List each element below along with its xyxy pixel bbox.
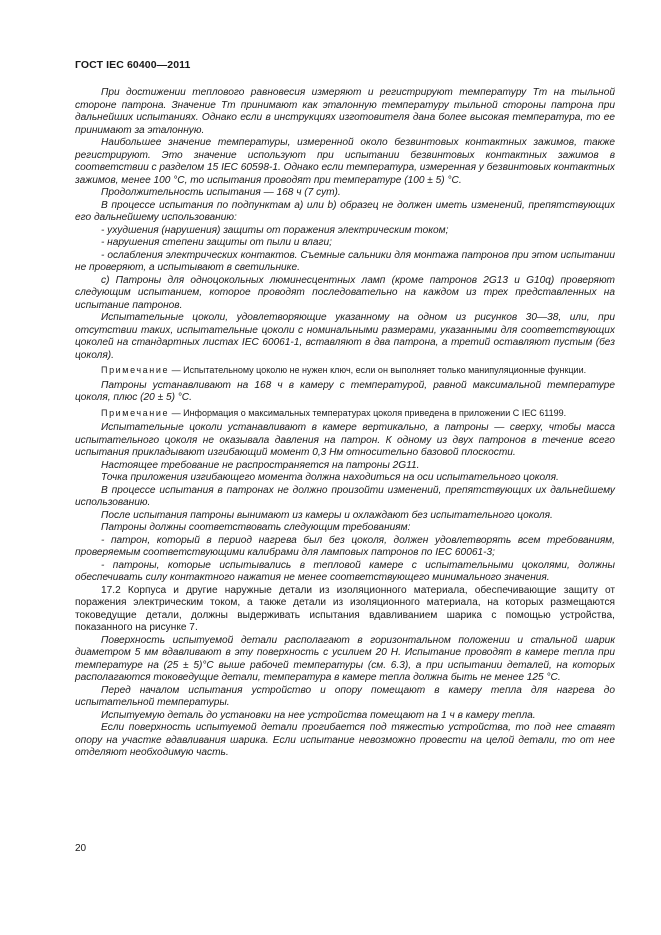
paragraph: Если поверхность испытуемой детали прогибается под тяжестью устройства, то под нее ставят опору на участке вдавливания шарика. Если испытание невозможно провести на целой детали, то от нее отделяют необходимую часть. [75, 722, 615, 758]
list-item: - ухудшения (нарушения) защиты от поражения электрическим током; [101, 224, 449, 236]
note [75, 365, 615, 377]
paragraph: Патроны устанавливают на 168 ч в камеру с температурой, равной максимальной температуре цоколя, плюс (20 ± 5) °C. [75, 379, 615, 403]
note [75, 408, 615, 420]
document-body [75, 87, 615, 760]
paragraph: После испытания патроны вынимают из камеры и охлаждают без испытательного цоколя. [101, 509, 553, 521]
paragraph: При достижении теплового равновесия измеряют и регистрируют температуру Tm на тыльной стороне патрона. Значение Tm принимают как эталонную температуру тыльной стороны патрона при дальнейших испытаниях. Однако если в инструкциях изготовителя дана более высокая температура, то ее принимают за эталонную. [75, 87, 615, 136]
paragraph: Поверхность испытуемой детали располагают в горизонтальном положении и стальной шарик диаметром 5 мм вдавливают в эту поверхность с усилием 20 Н. Испытание проводят в камере тепла при температуре на (25 ± 5)°C выше рабочей температуры (см. 6.3), а при испытании деталей, на которых располагаются токоведущие детали, температура в камере тепла должна быть не менее 125 °C. [75, 634, 615, 683]
note-text: — Информация о максимальных температурах цоколя приведена в приложении C IEC 61199. [169, 407, 567, 418]
paragraph: В процессе испытания в патронах не должно произойти изменений, препятствующих их дальнейшему использованию. [75, 484, 615, 508]
list-item: - нарушения степени защиты от пыли и влаги; [101, 237, 332, 248]
paragraph: Точка приложения изгибающего момента должна находиться на оси испытательного цоколя. [101, 472, 559, 483]
paragraph: 17.2 Корпуса и другие наружные детали из изоляционного материала, обеспечивающие защиту от поражения электрическим током, а также детали из изоляционного материала, на которых размещаются токоведущие детали, должны выдерживать испытания вдавливанием шарика с помощью устройства, показанного на рисунке 7. [75, 584, 615, 633]
list-item: - патрон, который в период нагрева был без цоколя, должен удовлетворять всем требованиям, проверяемым соответствующими калибрами для ламповых патронов по IEC 60061-3; [75, 534, 615, 558]
paragraph: Наибольшее значение температуры, измеренной около безвинтовых контактных зажимов, также регистрируют. Это значение используют при испытании безвинтовых контактных зажимов в соответствии с разделом 15 IEC 60598-1. Однако если температура, измеренная у безвинтовых контактных зажимов, менее 100 °C, то испытания проводят при температуре (100 ± 5) °C. [75, 137, 615, 186]
paragraph: Испытательные цоколи устанавливают в камере вертикально, а патроны — сверху, чтобы масса испытательного цоколя не оказывала давления на патрон. К одному из двух патронов в течение всего испытания прикладывают изгибающий момент 0,3 Нм относительно базовой плоскости. [75, 422, 615, 458]
note-text: — Испытательному цоколю не нужен ключ, если он выполняет только манипуляционные функции. [169, 365, 587, 375]
paragraph: Перед началом испытания устройство и опору помещают в камеру тепла для нагрева до испытательной температуры. [75, 684, 615, 708]
note-lead: Примечание [101, 407, 170, 418]
list-item: - патроны, которые испытывались в тепловой камере с испытательными цоколями, должны обеспечивать силу контактного нажатия не менее соответствующего минимального значения. [75, 559, 615, 583]
paragraph: В процессе испытания по подпунктам a) или b) образец не должен иметь изменений, препятствующих его дальнейшему использованию: [75, 199, 615, 223]
paragraph: Продолжительность испытания — 168 ч (7 сут). [101, 187, 341, 198]
paragraph: Испытательные цоколи, удовлетворяющие указанному на одном из рисунков 30—38, или, при отсутствии таких, испытательные цоколи с номинальными размерами, указанными для соответствующих цоколей на стандартных листах IEC 60061-1, вставляют в два патрона, а третий оставляют пустым (без цоколя). [75, 312, 615, 361]
paragraph: Настоящее требование не распространяется на патроны 2G11. [101, 459, 420, 471]
page-number: 20 [75, 843, 87, 854]
paragraph: Патроны должны соответствовать следующим требованиям: [101, 522, 411, 533]
document-header: ГОСТ IEC 60400—2011 [75, 59, 191, 71]
paragraph: Испытуемую деталь до установки на нее устройства помещают на 1 ч в камеру тепла. [101, 709, 536, 721]
list-item: - ослабления электрических контактов. Съемные сальники для монтажа патронов при этом испытании не проверяют, а испытывают в светильнике. [75, 249, 615, 273]
paragraph: c) Патроны для одноцокольных люминесцентных ламп (кроме патронов 2G13 и G10q) проверяют следующим испытанием, которое проводят последовательно на каждом из трех представленных на испытание патронов. [75, 274, 615, 311]
note-lead: Примечание [101, 365, 170, 375]
